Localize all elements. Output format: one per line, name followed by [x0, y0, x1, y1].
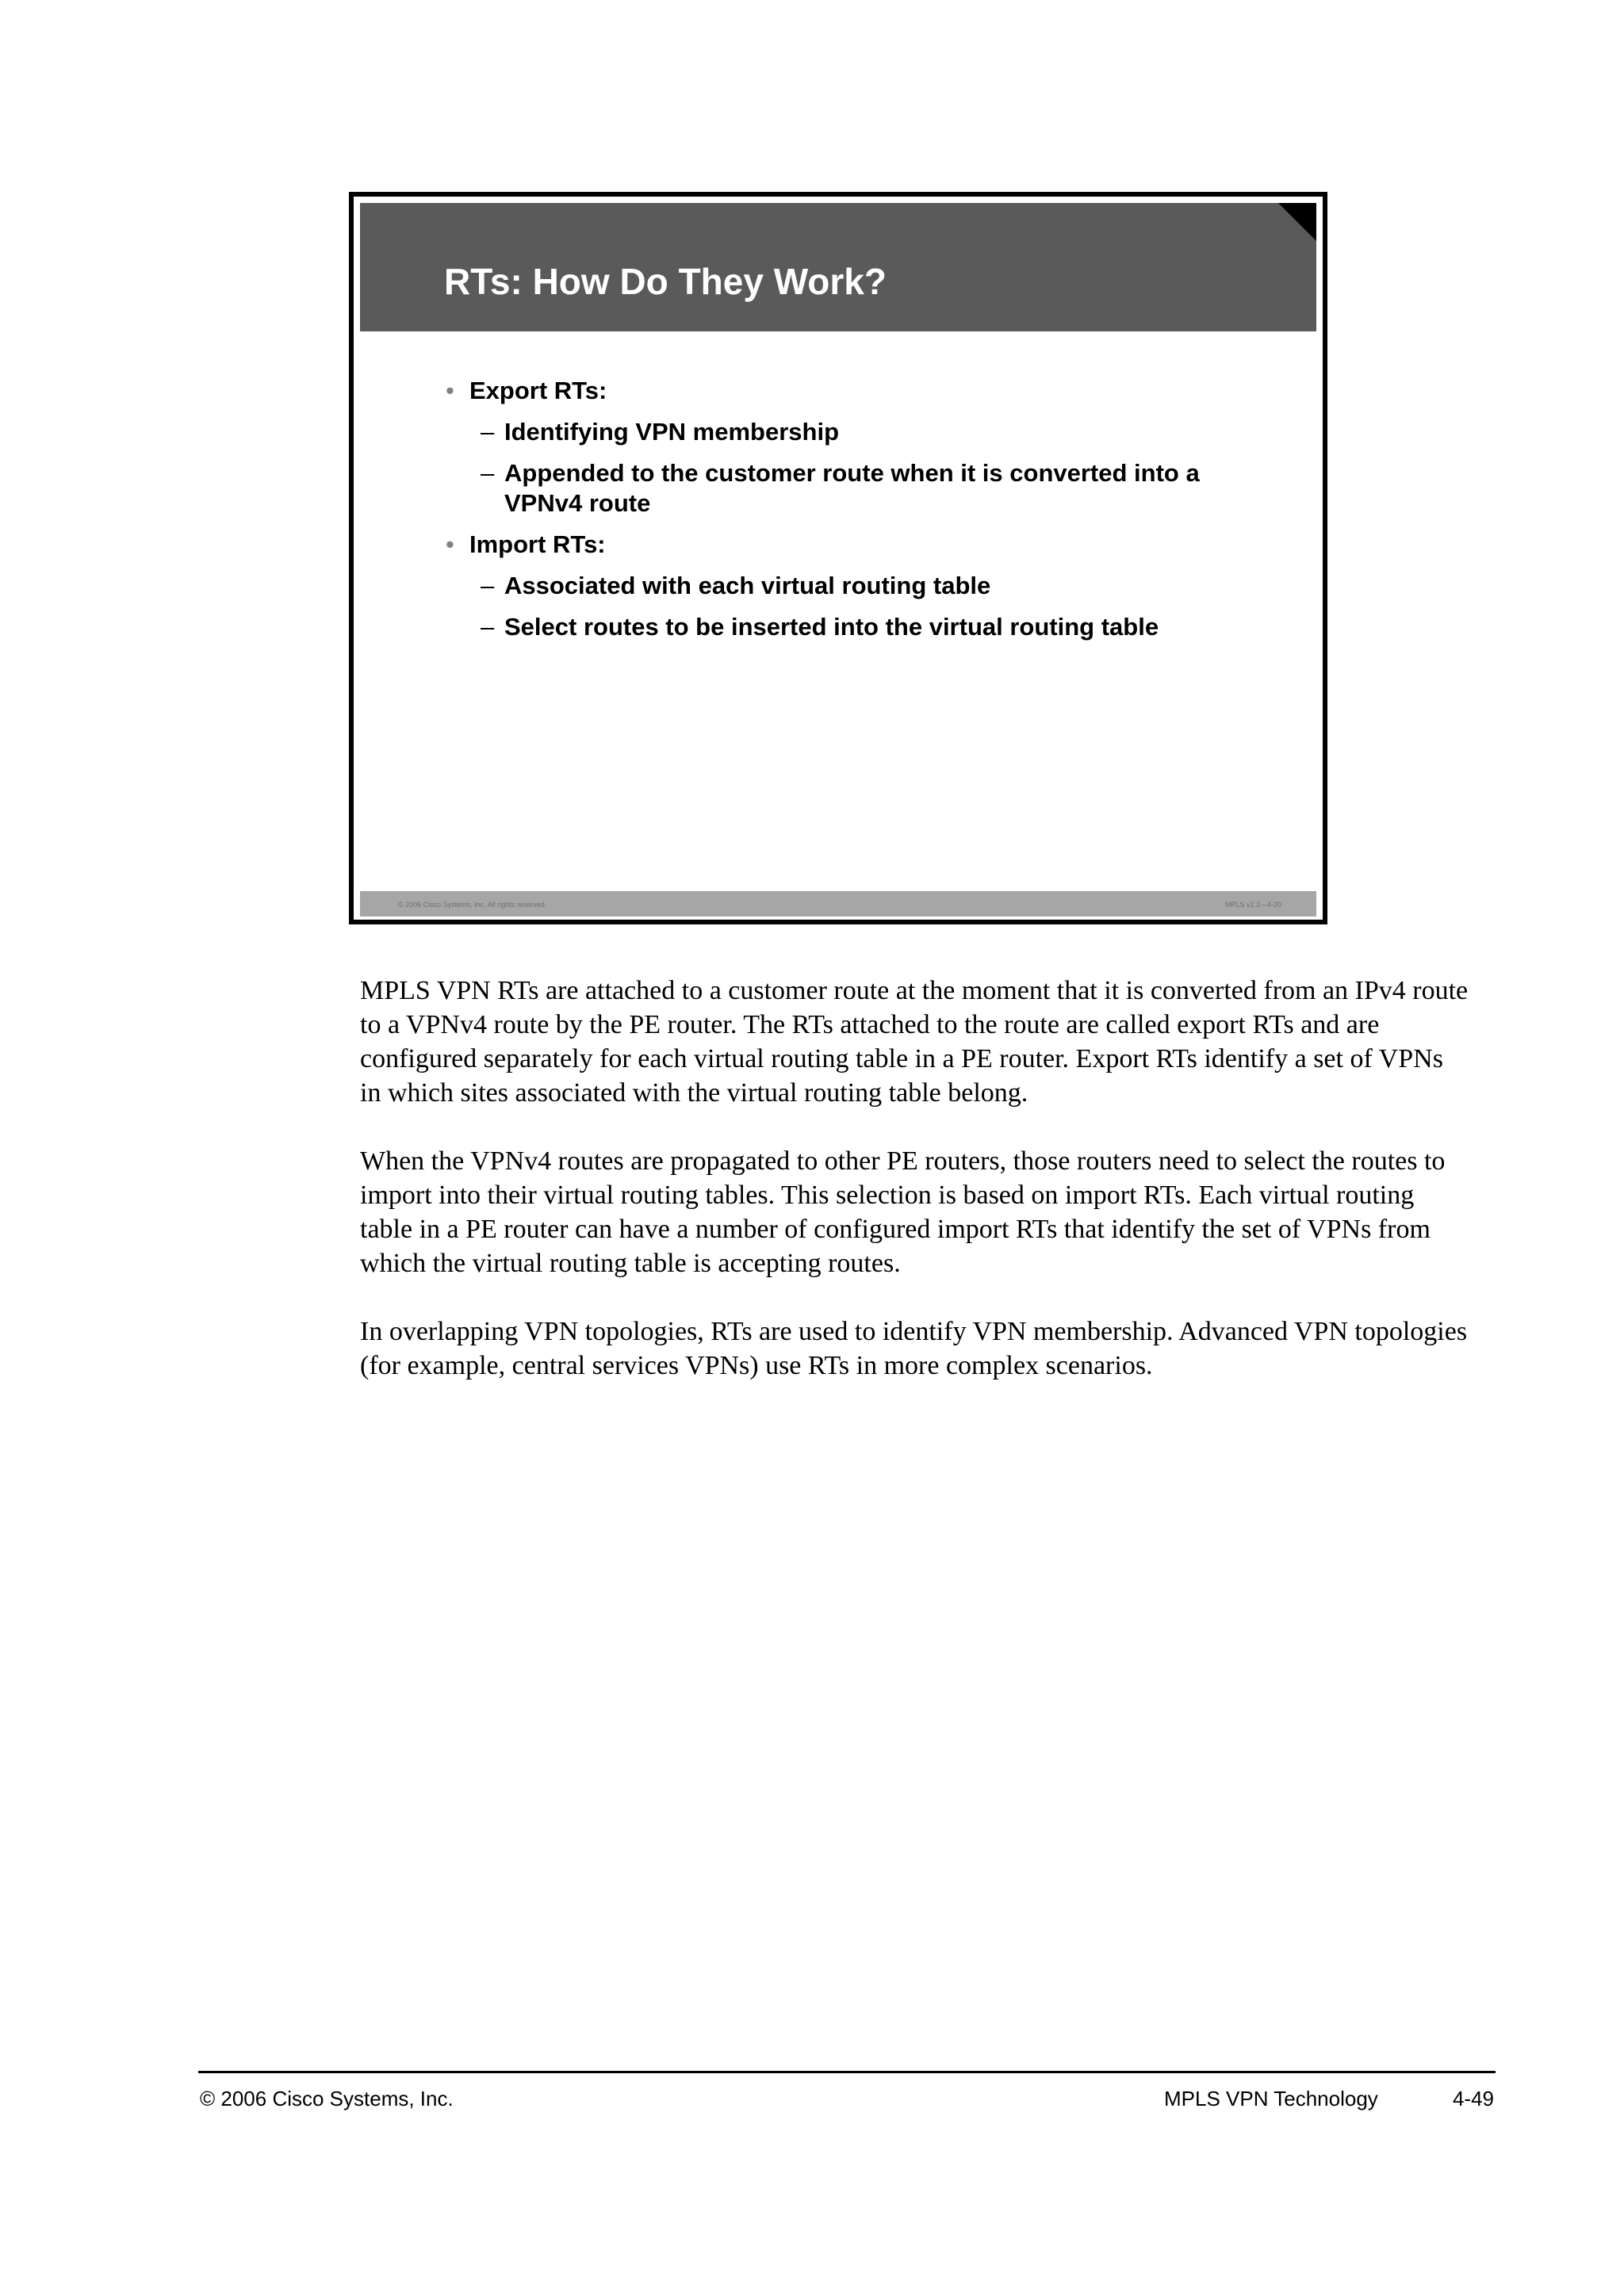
slide-title: RTs: How Do They Work? [444, 261, 887, 302]
slide-number: MPLS v2.2—4-20 [1224, 901, 1281, 909]
bullet-text: Export RTs: [469, 377, 607, 404]
slide-image [349, 192, 1327, 924]
dash-icon: – [481, 418, 495, 446]
sub-bullet-text: Identifying VPN membership [504, 418, 840, 446]
body-text [360, 974, 1470, 1417]
sub-bullet-text: Select routes to be inserted into the virtual routing table [504, 613, 1159, 641]
page-copyright: © 2006 Cisco Systems, Inc. [200, 2087, 454, 2110]
bullet-import-rts [446, 530, 1286, 560]
sub-bullet [446, 612, 1286, 642]
sub-bullet [446, 417, 1286, 447]
dash-icon: – [481, 572, 495, 599]
paragraph: In overlapping VPN topologies, RTs are used to identify VPN membership. Advanced VPN topologies (for example, central services VPNs) use RTs in more complex scenarios. [360, 1317, 1468, 1380]
sub-bullet-text: Appended to the customer route when it is converted into a VPNv4 route [504, 459, 1200, 517]
slide-header [360, 203, 1316, 331]
page-number: 4-49 [1452, 2087, 1494, 2110]
dash-icon: – [481, 613, 495, 641]
footer-divider [198, 2071, 1496, 2073]
slide-corner-decoration [1278, 203, 1316, 241]
bullet-export-rts [446, 376, 1286, 406]
slide-footer [360, 891, 1316, 916]
bullet-dot-icon: • [446, 377, 454, 404]
paragraph: MPLS VPN RTs are attached to a customer route at the moment that it is converted from an IPv4 route to a VPNv4 route by the PE router. The RTs attached to the route are called export RTs and are configured separately for each virtual routing table in a PE router. Export RTs identify a set of VPNs in which sites associated with the virtual routing table belong. [360, 976, 1469, 1108]
bullet-dot-icon: • [446, 530, 454, 558]
slide-copyright: © 2006 Cisco Systems, Inc. All rights reserved. [398, 901, 547, 909]
sub-bullet-text: Associated with each virtual routing table [504, 572, 991, 599]
dash-icon: – [481, 459, 495, 487]
bullet-text: Import RTs: [469, 530, 606, 558]
paragraph: When the VPNv4 routes are propagated to other PE routers, those routers need to select the routes to import into their virtual routing tables. This selection is based on import RTs. Each virtual routing table in a PE router can have a number of configured import RTs that identify the set of VPNs from which the virtual routing table is accepting routes. [360, 1146, 1446, 1278]
sub-bullet [446, 458, 1234, 519]
slide-bullet-list [446, 376, 1286, 653]
sub-bullet [446, 571, 1286, 601]
course-title: MPLS VPN Technology [1164, 2087, 1378, 2110]
